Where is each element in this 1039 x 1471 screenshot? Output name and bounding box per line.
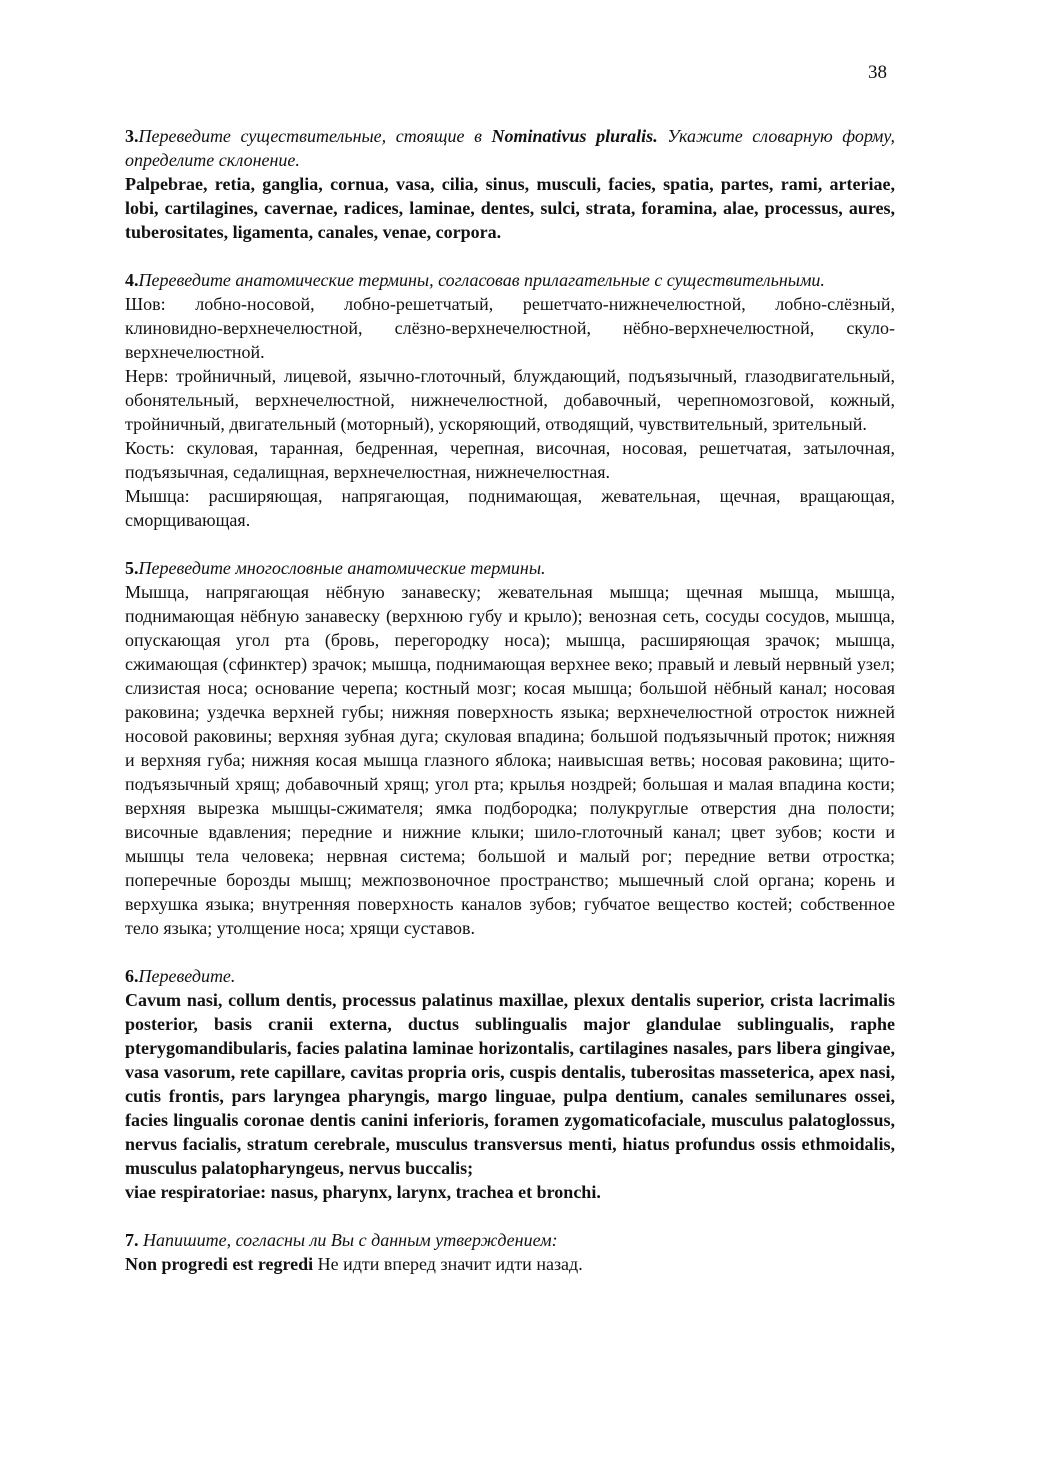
task-3-terms: Palpebrae, retia, ganglia, cornua, vasa, cilia, sinus, musculi, facies, spatia, partes, rami, arteriae, lobi, cartilagines, cavernae, radices, laminae, dentes, sulci, strata, foramina, alae, processus, aures, tuberositates, ligamenta, canales, venae, corpora. (125, 174, 895, 242)
instruction-term: Nominativus pluralis. (491, 126, 658, 146)
task-5 (125, 556, 895, 940)
page-number: 38 (868, 62, 887, 83)
task-4-bone-line: Кость: скуловая, таранная, бедренная, черепная, височная, носовая, решетчатая, затылочная, подъязычная, седалищная, верхнечелюстная, нижнечелюстная. (125, 438, 895, 482)
instruction-text: Напишите, согласны ли Вы с данным утверждением: (138, 1230, 558, 1250)
instruction-text: Переведите. (138, 966, 236, 986)
task-number: 7. (125, 1230, 139, 1250)
latin-quote: Non progredi est regredi (125, 1254, 314, 1274)
task-6-terms: Cavum nasi, collum dentis, processus palatinus maxillae, plexux dentalis superior, crista lacrimalis posterior, basis cranii externa, ductus sublingualis major glandulae sublingualis, raphe pterygomandibularis, facies palatina laminae horizontalis, cartilagines nasales, pars libera gingivae, vasa vasorum, rete capillare, cavitas propria oris, cuspis dentalis, tuberositas masseterica, apex nasi, cutis frontis, pars laryngea pharyngis, margo linguae, pulpa dentium, canales semilunares ossei, facies lingualis coronae dentis canini inferioris, foramen zygomaticofaciale, musculus palatoglossus, nervus facialis, stratum cerebrale, musculus transversus menti, hiatus profundus ossis ethmoidalis, musculus palatopharyngeus, nervus buccalis; (125, 990, 895, 1178)
instruction-text-end: Укажите словарную форму, определите склонение. (125, 126, 895, 170)
task-3-instruction (125, 124, 895, 172)
task-number: 4. (125, 270, 139, 290)
task-5-terms: Мышца, напрягающая нёбную занавеску; жевательная мышца; щечная мышца, мышца, поднимающая нёбную занавеску (верхнюю губу и крыло); венозная сеть, сосуды сосудов, мышца, опускающая угол рта (бровь, перегородку носа); мышца, расширяющая зрачок; мышца, сжимающая (сфинктер) зрачок; мышца, поднимающая верхнее веко; правый и левый нервный узел; слизистая носа; основание черепа; костный мозг; косая мышца; большой нёбный канал; носовая раковина; уздечка верхней губы; нижняя поверхность языка; верхнечелюстной отросток нижней носовой раковины; верхняя зубная дуга; скуловая впадина; большой подъязычный проток; нижняя и верхняя губа; нижняя косая мышца глазного яблока; наивысшая ветвь; носовая раковина; щито-подъязычный хрящ; добавочный хрящ; угол рта; крылья ноздрей; большая и малая впадина кости; верхняя вырезка мышцы-сжимателя; ямка подбородка; полукруглые отверстия дна полости; височные вдавления; передние и нижние клыки; шило-глоточный канал; цвет зубов; кости и мышцы тела человека; нервная система; большой и малый рог; передние ветви отростка; поперечные борозды мышц; межпозвоночное пространство; мышечный слой органа; корень и верхушка языка; внутренняя поверхность каналов зубов; губчатое вещество костей; собственное тело языка; утолщение носа; хрящи суставов. (125, 582, 895, 938)
task-4 (125, 268, 895, 532)
task-4-nerve-line: Нерв: тройничный, лицевой, язычно-глоточный, блуждающий, подъязычный, глазодвигательный, обонятельный, верхнечелюстной, нижнечелюстной, добавочный, черепномозговой, кожный, тройничный, двигательный (моторный), ускоряющий, отводящий, чувствительный, зрительный. (125, 366, 895, 434)
instruction-text: Переведите анатомические термины, согласовав прилагательные с существительными. (138, 270, 825, 290)
page-content (125, 124, 895, 1276)
task-5-instruction (125, 556, 895, 580)
task-number: 6. (125, 966, 139, 986)
task-6-terms-extra: viae respiratoriae: nasus, pharynx, larynx, trachea et bronchi. (125, 1182, 601, 1202)
task-6 (125, 964, 895, 1204)
task-4-instruction (125, 268, 895, 292)
instruction-text: Переведите многословные анатомические термины. (138, 558, 546, 578)
quote-translation: Не идти вперед значит идти назад. (313, 1254, 583, 1274)
task-7 (125, 1228, 895, 1276)
task-7-instruction (125, 1228, 895, 1252)
task-3 (125, 124, 895, 244)
task-number: 3. (125, 126, 139, 146)
task-6-instruction (125, 964, 895, 988)
instruction-text: Переведите существительные, стоящие в (138, 126, 492, 146)
task-7-quote (125, 1252, 895, 1276)
task-4-muscle-line: Мышца: расширяющая, напрягающая, поднимающая, жевательная, щечная, вращающая, сморщивающая. (125, 486, 895, 530)
task-number: 5. (125, 558, 139, 578)
task-4-suture-line: Шов: лобно-носовой, лобно-решетчатый, решетчато-нижнечелюстной, лобно-слёзный, клиновидно-верхнечелюстной, слёзно-верхнечелюстной, нёбно-верхнечелюстной, скуло-верхнечелюстной. (125, 294, 895, 362)
